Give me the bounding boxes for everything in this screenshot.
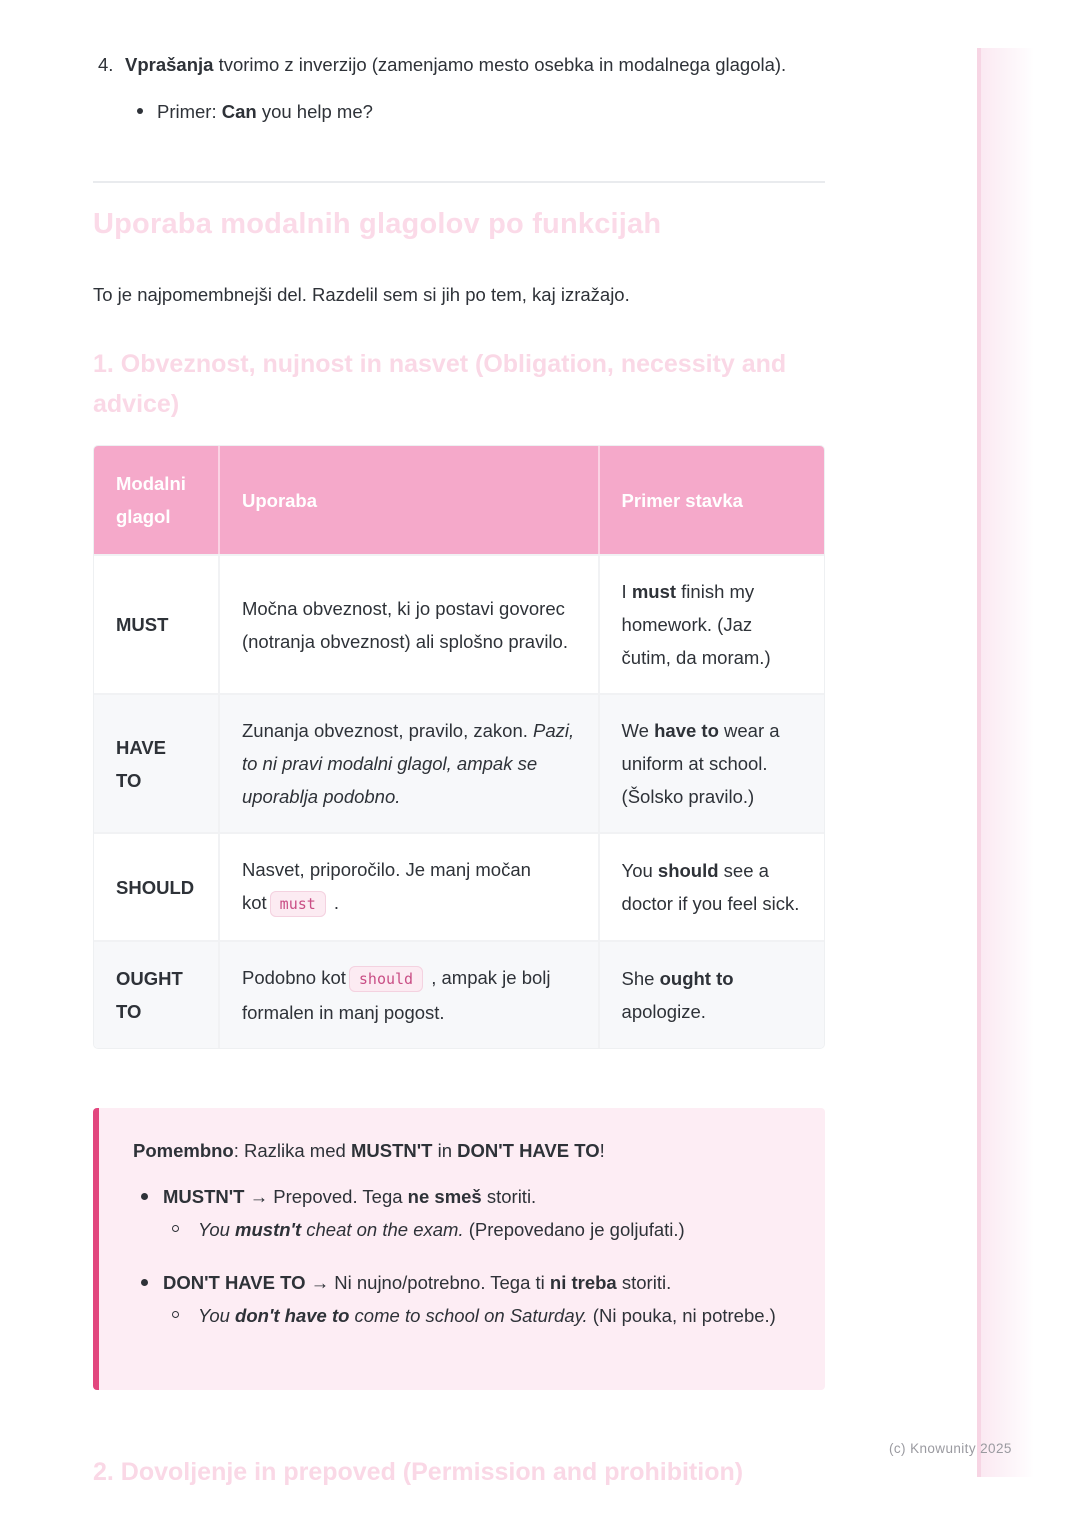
copyright-notice: (c) Knowunity 2025 [889, 1441, 1012, 1456]
callout-sub-item [133, 1299, 795, 1332]
section-divider [93, 181, 825, 183]
callout-title: Pomembno: Razlika med MUSTN'T in DON'T HAVE TO! [133, 1140, 605, 1161]
table-row [94, 832, 824, 940]
callout-sub-text: You don't have to come to school on Saturday. (Ni pouka, ni potrebe.) [198, 1305, 776, 1326]
section-heading-permission: 2. Dovoljenje in prepoved (Permission and prohibition) [93, 1458, 744, 1486]
header-cell-example: Primer stavka [600, 446, 824, 554]
bullet-item [93, 95, 825, 128]
cell-usage: Močna obveznost, ki jo postavi govorec (notranja obveznost) ali splošno pravilo. [220, 554, 600, 693]
cell-modal: OUGHT TO [94, 940, 220, 1048]
cell-example: I must finish my homework. (Jaz čutim, da moram.) [600, 554, 824, 693]
bullet-dot [141, 1193, 148, 1200]
callout-list-item [133, 1180, 795, 1246]
table-row [94, 693, 824, 832]
cell-modal: MUST [94, 554, 220, 693]
cell-usage: Zunanja obveznost, pravilo, zakon. Pazi, to ni pravi modalni glagol, ampak se uporablja podobno. [220, 693, 600, 832]
intro-paragraph: To je najpomembnejši del. Razdelil sem si jih po tem, kaj izražajo. [93, 284, 630, 305]
bullet-dot [137, 108, 143, 114]
modal-verbs-table [93, 445, 825, 1049]
callout-list-item [133, 1266, 795, 1332]
header-cell-modal: Modalni glagol [94, 446, 220, 554]
important-callout [93, 1108, 825, 1390]
cell-usage: Podobno kot should , ampak je bolj formalen in manj pogost. [220, 940, 600, 1048]
cell-usage: Nasvet, priporočilo. Je manj močan kot must . [220, 832, 600, 940]
main-heading: Uporaba modalnih glagolov po funkcijah [93, 208, 662, 240]
bullet-dot [141, 1279, 148, 1286]
cell-modal: HAVE TO [94, 693, 220, 832]
table-header-row [94, 446, 824, 554]
next-page-edge [977, 48, 1034, 1477]
cell-example: She ought to apologize. [600, 940, 824, 1048]
callout-item-text: MUSTN'T → Prepoved. Tega ne smeš storiti. [163, 1186, 537, 1207]
hollow-bullet-dot [172, 1311, 179, 1318]
numbered-list-item [93, 48, 825, 128]
table-row [94, 940, 824, 1048]
section-heading-obligation: 1. Obveznost, nujnost in nasvet (Obligation, necessity and advice) [93, 350, 787, 418]
cell-example: We have to wear a uniform at school. (Šolsko pravilo.) [600, 693, 824, 832]
header-cell-usage: Uporaba [220, 446, 600, 554]
bullet-text: Primer: Can you help me? [157, 101, 373, 122]
callout-item-text: DON'T HAVE TO → Ni nujno/potrebno. Tega ti ni treba storiti. [163, 1272, 672, 1293]
list-item-number: 4. [98, 54, 114, 75]
table-row [94, 554, 824, 693]
callout-sub-item [133, 1213, 795, 1246]
cell-example: You should see a doctor if you feel sick. [600, 832, 824, 940]
list-item-text: Vprašanja tvorimo z inverzijo (zamenjamo mesto osebka in modalnega glagola). [125, 54, 787, 75]
callout-sub-text: You mustn't cheat on the exam. (Prepovedano je goljufati.) [198, 1219, 685, 1240]
cell-modal: SHOULD [94, 832, 220, 940]
hollow-bullet-dot [172, 1225, 179, 1232]
